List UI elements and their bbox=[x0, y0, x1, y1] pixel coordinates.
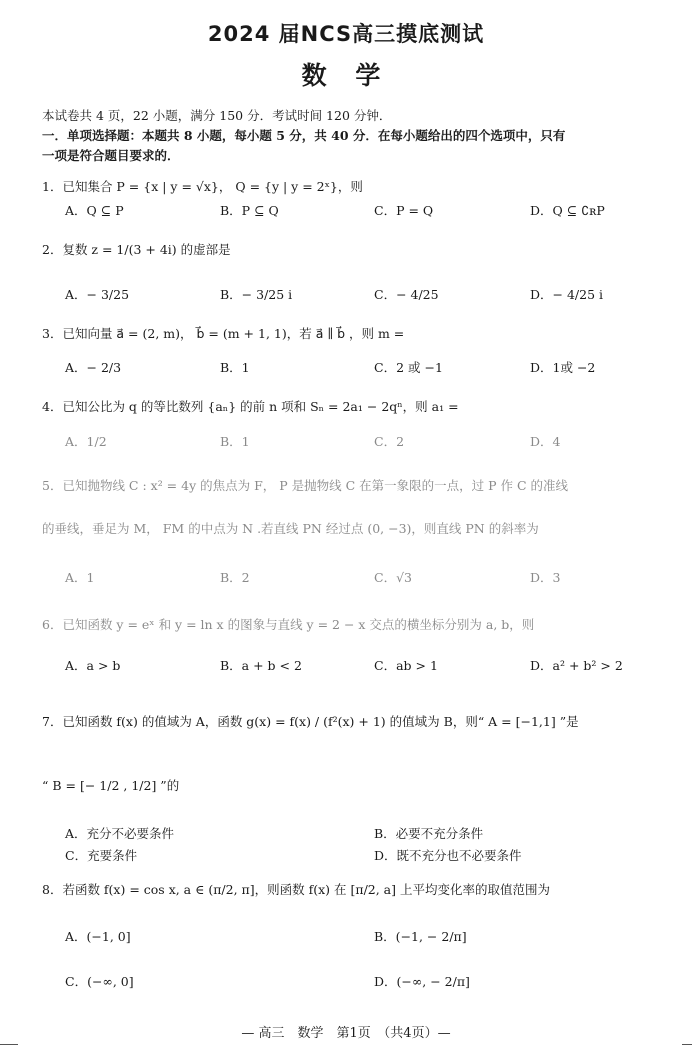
section-heading: 一．单项选择题：本题共 8 小题，每小题 5 分，共 40 分．在每小题给出的四个选项中，只有 bbox=[42, 128, 566, 143]
option: B．− 3/25 i bbox=[220, 287, 293, 302]
option: A．充分不必要条件 bbox=[65, 826, 175, 841]
question-4-stem: 4．已知公比为 q 的等比数列 {aₙ} 的前 n 项和 Sₙ = 2a₁ − 2qⁿ，则 a₁ = bbox=[42, 399, 459, 414]
subject-title: 数 学 bbox=[301, 61, 391, 90]
option: D．1或 −2 bbox=[530, 360, 596, 375]
option: C．P = Q bbox=[374, 203, 434, 218]
question-7-stem-cont: “ B = [− 1/2 , 1/2] ”的 bbox=[42, 778, 180, 793]
option: B．1 bbox=[220, 434, 250, 449]
question-7-stem: 7．已知函数 f(x) 的值域为 A，函数 g(x) = f(x) / (f²(x) + 1) 的值域为 B，则“ A = [−1,1] ”是 bbox=[42, 714, 579, 729]
option: D．4 bbox=[530, 434, 561, 449]
option: A．− 3/25 bbox=[65, 287, 130, 302]
option: B．1 bbox=[220, 360, 250, 375]
question-1-stem: 1．已知集合 P = {x | y = √x}， Q = {y | y = 2ˣ}，则 bbox=[42, 179, 363, 194]
option: C．(−∞, 0] bbox=[65, 974, 134, 989]
option: A．Q ⊆ P bbox=[65, 203, 124, 218]
option: C．充要条件 bbox=[65, 848, 138, 863]
question-5-stem: 5．已知抛物线 C : x² = 4y 的焦点为 F， P 是抛物线 C 在第一象限的一点，过 P 作 C 的准线 bbox=[42, 478, 569, 493]
option: D．− 4/25 i bbox=[530, 287, 604, 302]
question-2-stem: 2．复数 z = 1/(3 + 4i) 的虚部是 bbox=[42, 242, 231, 257]
option: C．ab > 1 bbox=[374, 658, 438, 673]
option: B．必要不充分条件 bbox=[374, 826, 484, 841]
option: B．a + b < 2 bbox=[220, 658, 302, 673]
option: C．2 bbox=[374, 434, 405, 449]
option: A．(−1, 0] bbox=[65, 929, 131, 944]
page-footer: — 高三 数学 第1页 （共4页）— bbox=[241, 1026, 451, 1041]
question-3-stem: 3．已知向量 a⃗ = (2, m)， b⃗ = (m + 1, 1)，若 a⃗ ∥ b⃗ ，则 m = bbox=[42, 326, 405, 341]
option: C．− 4/25 bbox=[374, 287, 439, 302]
option: D．(−∞, − 2/π] bbox=[374, 974, 470, 989]
scan-edge-mark bbox=[0, 1044, 18, 1045]
option: B．P ⊆ Q bbox=[220, 203, 279, 218]
option: B．(−1, − 2/π] bbox=[374, 929, 467, 944]
section-heading-cont: 一项是符合题目要求的． bbox=[42, 148, 180, 163]
option: C．√3 bbox=[374, 570, 412, 585]
option: D．a² + b² > 2 bbox=[530, 658, 623, 673]
option: D．3 bbox=[530, 570, 561, 585]
option: D．既不充分也不必要条件 bbox=[374, 848, 522, 863]
exam-title: 2024 届NCS高三摸底测试 bbox=[207, 22, 485, 46]
option: A．− 2/3 bbox=[65, 360, 122, 375]
option: D．Q ⊆ ∁ʀP bbox=[530, 203, 605, 218]
option: A．1/2 bbox=[65, 434, 107, 449]
option: C．2 或 −1 bbox=[374, 360, 443, 375]
intro-line: 本试卷共 4 页，22 小题，满分 150 分．考试时间 120 分钟． bbox=[42, 108, 392, 123]
option: A．a > b bbox=[65, 658, 121, 673]
question-8-stem: 8．若函数 f(x) = cos x, a ∈ (π/2, π]，则函数 f(x) 在 [π/2, a] 上平均变化率的取值范围为 bbox=[42, 882, 550, 897]
option: A．1 bbox=[65, 570, 95, 585]
question-6-stem: 6．已知函数 y = eˣ 和 y = ln x 的图象与直线 y = 2 − x 交点的横坐标分别为 a, b，则 bbox=[42, 617, 535, 632]
question-5-stem-cont: 的垂线，垂足为 M， FM 的中点为 N .若直线 PN 经过点 (0, −3)，则直线 PN 的斜率为 bbox=[42, 521, 539, 536]
scan-edge-mark bbox=[682, 1044, 692, 1045]
option: B．2 bbox=[220, 570, 250, 585]
